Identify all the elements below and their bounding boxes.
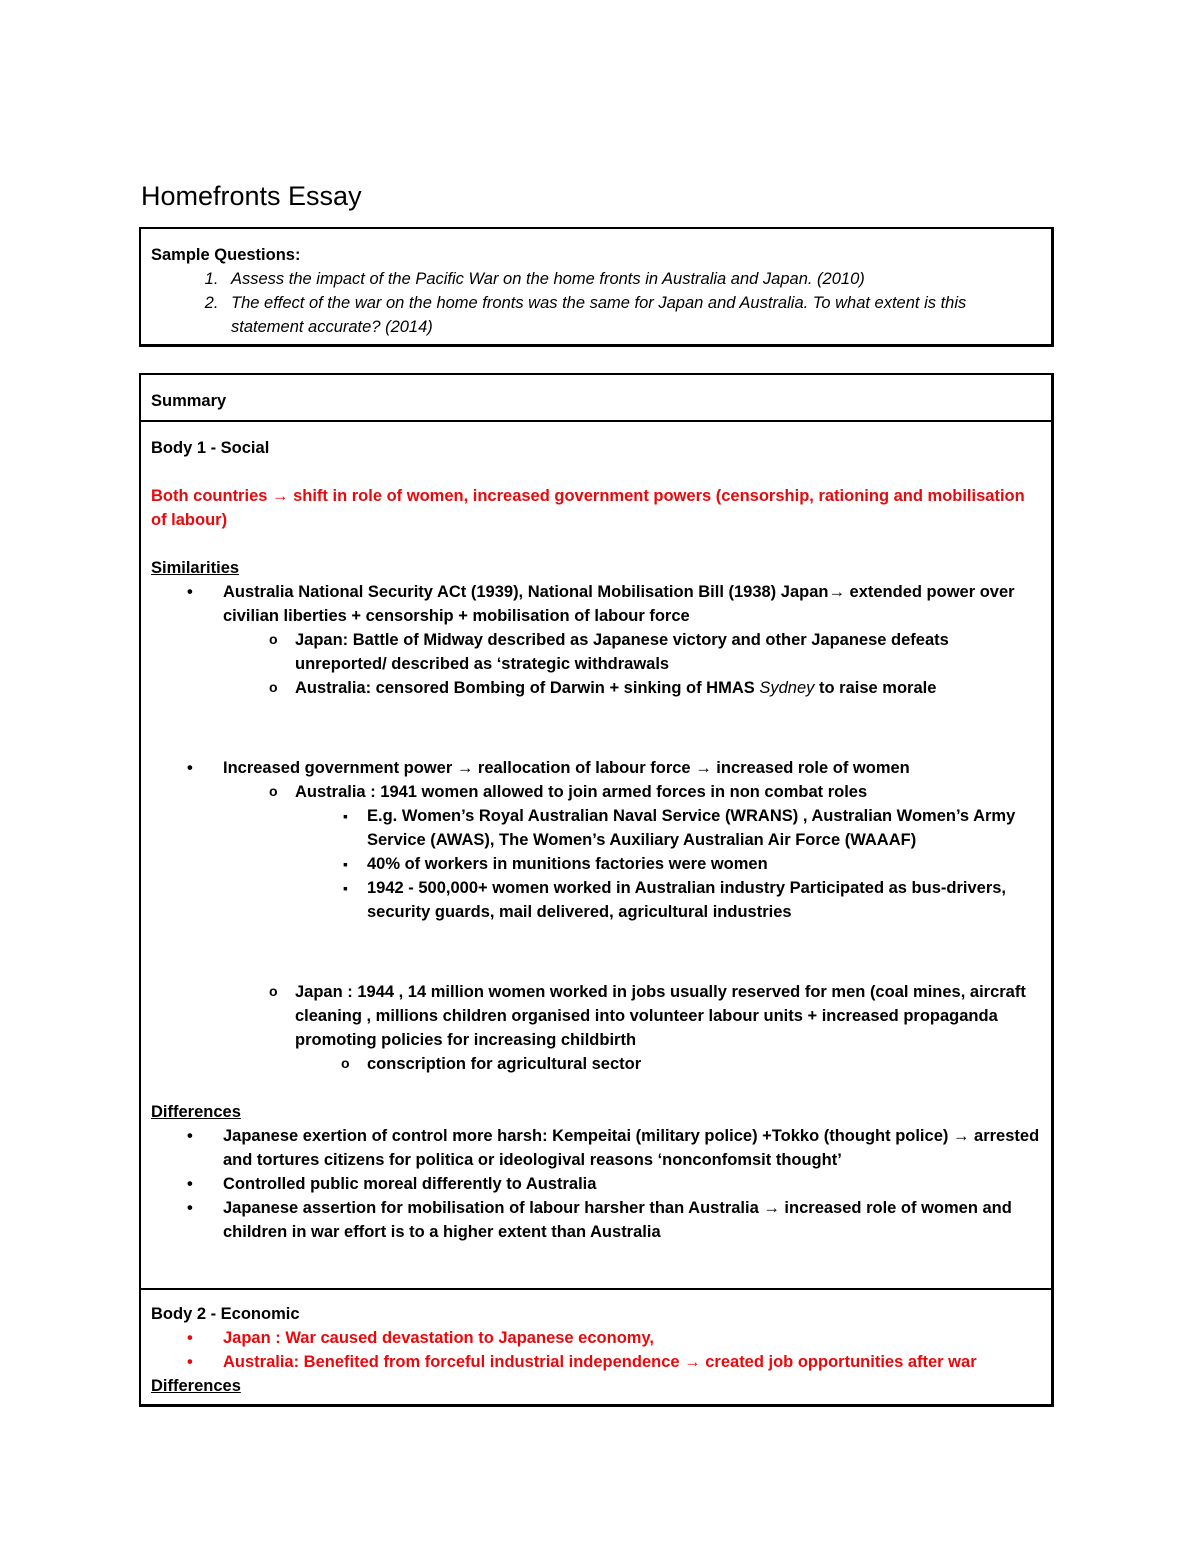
essay-plan-table <box>139 373 1054 1407</box>
list-item: ▪ 1942 - 500,000+ women worked in Australian industry Participated as bus-drivers, security guards, mail delivered, agricultural industries <box>295 876 1041 924</box>
list-item: o Australia : 1941 women allowed to join armed forces in non combat roles ▪ E.g. Women’s Royal Australian Naval Service (WRANS) , Australian Women’s Army Service (AWAS), The Women’s Auxiliary Australian Air Force (WAAAF) ▪ 40% of workers in munitions factories were women ▪ 1942 - 500,000+ women worked in Australian industry Participated as bus-drivers, security guards, mail delivered, agricultural industries <box>223 780 1041 924</box>
body1-heading: Body 1 - Social <box>151 439 270 457</box>
list-item: o Japan : 1944 , 14 million women worked in jobs usually reserved for men (coal mines, aircraft cleaning , millions children organised into volunteer labour units + increased propaganda promoting policies for increasing childbirth o conscription for agricultural sector <box>223 980 1041 1076</box>
body2-differences-heading: Differences <box>151 1377 241 1395</box>
body1-intro: Both countries → shift in role of women, increased government powers (censorship, rationing and mobilisation of labour) <box>151 487 1025 529</box>
list-item: ▪ 40% of workers in munitions factories were women <box>295 852 1041 876</box>
similarities-heading: Similarities <box>151 559 240 577</box>
list-item: • Controlled public moreal differently to Australia <box>151 1172 1041 1196</box>
list-item: o Australia: censored Bombing of Darwin + sinking of HMAS Sydney to raise morale <box>223 676 1041 700</box>
page-title: Homefronts Essay <box>141 181 362 211</box>
list-item: • Japan : War caused devastation to Japanese economy, <box>151 1326 1041 1350</box>
list-item: • Japanese assertion for mobilisation of labour harsher than Australia → increased role of women and children in war effort is to a higher extent than Australia <box>151 1196 1041 1244</box>
summary-heading: Summary <box>151 392 227 410</box>
question-item: 2. The effect of the war on the home fronts was the same for Japan and Australia. To what extent is this statement accurate? (2014) <box>223 291 1041 339</box>
list-item: • Increased government power → reallocation of labour force → increased role of women o Australia : 1941 women allowed to join armed forces in non combat roles ▪ E.g. Women’s Royal Australian Naval Service (WRANS) , Australian Women’s Army Service (AWAS), The Women’s Auxiliary Australian Air Force (WAAAF) ▪ 40% of workers in munitions factories were women ▪ 1942 - 500,000+ women worked in Australian industry Participated as bus-drivers, security guards, mail delivered, agricultural industries o Japan : 1944 , 14 million women worked in jobs usually reserved for men (coal mines, aircraft cleaning , millions children organised into volunteer labour units + increased propaganda promoting policies for increasing childbirth o conscription for agricultural sector <box>151 756 1041 1076</box>
similarities-list <box>151 580 1041 1076</box>
summary-row <box>141 375 1051 422</box>
list-item: o Japan: Battle of Midway described as Japanese victory and other Japanese defeats unreported/ described as ‘strategic withdrawals <box>223 628 1041 676</box>
list-item: • Japanese exertion of control more harsh: Kempeitai (military police) +Tokko (thought police) → arrested and tortures citizens for politica or ideologival reasons ‘nonconfomsit thought’ <box>151 1124 1041 1172</box>
body2-heading: Body 2 - Economic <box>151 1305 300 1323</box>
list-item: • Australia: Benefited from forceful industrial independence → created job opportunities after war <box>151 1350 1041 1374</box>
list-item: • Australia National Security ACt (1939), National Mobilisation Bill (1938) Japan→ extended power over civilian liberties + censorship + mobilisation of labour force o Japan: Battle of Midway described as Japanese victory and other Japanese defeats unreported/ described as ‘strategic withdrawals o Australia: censored Bombing of Darwin + sinking of HMAS Sydney to raise morale <box>151 580 1041 700</box>
differences-heading: Differences <box>151 1103 241 1121</box>
differences-list <box>151 1124 1041 1244</box>
body1-row <box>141 422 1051 1290</box>
body2-list <box>151 1326 1041 1374</box>
body2-row <box>141 1290 1051 1405</box>
question-item: 1. Assess the impact of the Pacific War on the home fronts in Australia and Japan. (2010) <box>223 267 1041 291</box>
sample-questions-box <box>139 227 1054 347</box>
sample-questions-list <box>151 267 1041 339</box>
sample-questions-heading: Sample Questions: <box>151 246 301 264</box>
list-item: o conscription for agricultural sector <box>295 1052 1041 1076</box>
list-item: ▪ E.g. Women’s Royal Australian Naval Service (WRANS) , Australian Women’s Army Service (AWAS), The Women’s Auxiliary Australian Air Force (WAAAF) <box>295 804 1041 852</box>
